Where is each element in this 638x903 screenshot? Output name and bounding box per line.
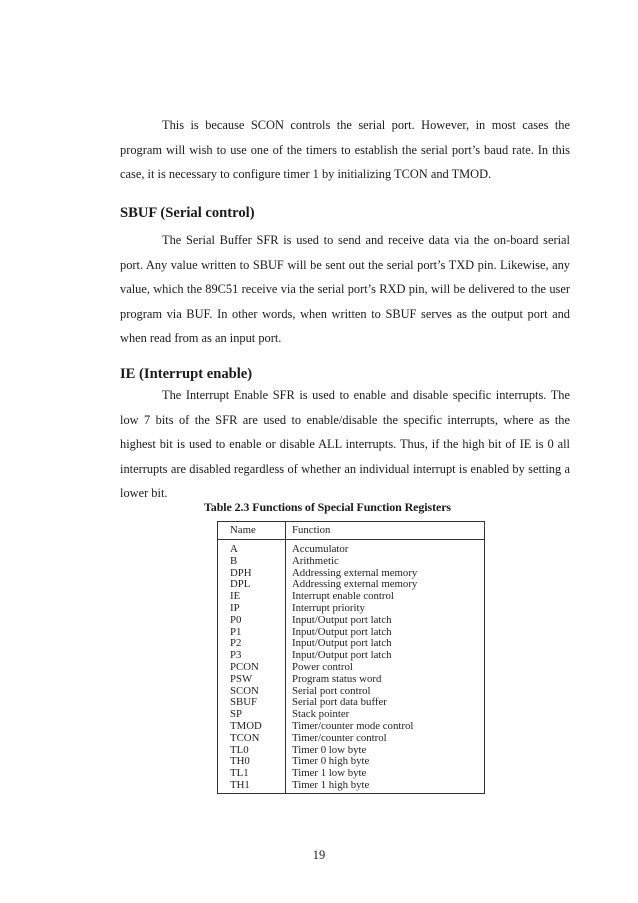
register-function: Input/Output port latch: [292, 649, 392, 662]
register-function: Interrupt priority: [292, 601, 365, 614]
register-function: Timer/counter control: [292, 731, 387, 744]
register-name: P1: [230, 625, 242, 638]
register-name: TCON: [230, 731, 260, 744]
register-name: B: [230, 554, 238, 567]
intro-paragraph: [120, 113, 570, 187]
ie-paragraph: [120, 383, 570, 506]
register-name: TL0: [230, 743, 249, 756]
register-name: P2: [230, 637, 242, 650]
register-name: PCON: [230, 660, 259, 673]
register-function: Input/Output port latch: [292, 613, 392, 626]
table-row: [218, 697, 484, 709]
table-row: [218, 674, 484, 686]
register-name: TL1: [230, 767, 249, 780]
register-name: SCON: [230, 684, 259, 697]
sbuf-line: any value, which the 89C51 receive via the serial port’s RXD pin, will be delivered to: [120, 257, 570, 297]
ie-heading: IE (Interrupt enable): [120, 366, 253, 382]
ie-line: all interrupts are disabled regardless of whether an individual interrupt is enabled by: [120, 437, 570, 476]
register-function: Accumulator: [292, 543, 349, 555]
register-function: Timer 1 low byte: [292, 767, 367, 780]
header-name: Name: [230, 524, 256, 536]
intro-line: program will wish to use one of the timers to establish the serial port’s baud rate. In: [120, 142, 549, 157]
sbuf-heading: SBUF (Serial control): [120, 205, 255, 221]
header-function: Function: [292, 524, 331, 536]
table-row: [218, 662, 484, 674]
table-caption: Table 2.3 Functions of Special Function Registers: [204, 500, 452, 514]
table-row: [218, 733, 484, 745]
sfr-table: [217, 521, 485, 794]
register-function: Serial port data buffer: [292, 696, 387, 709]
table-body: [218, 544, 484, 792]
ie-line: setting a lower bit.: [120, 461, 570, 501]
intro-line: This is because SCON controls the serial port. However, in most cases the: [162, 118, 570, 132]
register-name: TH0: [230, 755, 250, 768]
register-function: Power control: [292, 660, 353, 673]
register-name: SBUF: [230, 696, 258, 709]
table-header: [218, 522, 484, 540]
register-function: Addressing external memory: [292, 578, 418, 591]
register-function: Program status word: [292, 672, 382, 685]
sbuf-line: the user program via BUF. In other words, when written to SBUF serves as the output: [120, 282, 570, 321]
register-name: A: [230, 543, 238, 555]
register-function: Timer 0 high byte: [292, 755, 370, 768]
register-function: Addressing external memory: [292, 566, 418, 579]
sbuf-line: The Serial Buffer SFR is used to send and receive data via the on-board serial: [162, 233, 570, 247]
register-function: Timer 0 low byte: [292, 743, 367, 756]
table-row: [218, 721, 484, 733]
page-number: 19: [312, 848, 326, 862]
register-function: Stack pointer: [292, 708, 350, 721]
sbuf-line: port. Any value written to SBUF will be sent out the serial port’s TXD pin. Likewise,: [120, 257, 549, 272]
register-function: Serial port control: [292, 684, 371, 697]
register-name: DPL: [230, 578, 251, 591]
table-row: [218, 780, 484, 792]
ie-line: highest bit is used to enable or disable ALL interrupts. Thus, if the high bit of IE is 0: [120, 437, 554, 452]
register-name: IE: [230, 590, 241, 603]
register-name: TMOD: [230, 719, 262, 732]
sbuf-line: port and when read from as an input port.: [120, 306, 570, 346]
sbuf-paragraph: [120, 228, 570, 351]
register-name: P0: [230, 613, 242, 626]
register-function: Interrupt enable control: [292, 590, 394, 603]
ie-line: low 7 bits of the SFR are used to enable/disable the specific interrupts, where as the: [120, 412, 570, 427]
register-name: TH1: [230, 778, 250, 791]
table-row: [218, 544, 484, 556]
register-name: SP: [230, 708, 243, 721]
table-row: [218, 556, 484, 568]
ie-line: The Interrupt Enable SFR is used to enable and disable specific interrupts. The: [162, 388, 570, 402]
register-function: Input/Output port latch: [292, 637, 392, 650]
register-name: DPH: [230, 566, 252, 579]
register-name: PSW: [230, 672, 253, 685]
table-row: [218, 603, 484, 615]
register-function: Timer/counter mode control: [292, 719, 414, 732]
register-name: P3: [230, 649, 242, 662]
register-function: Timer 1 high byte: [292, 778, 370, 791]
intro-line: this case, it is necessary to configure timer 1 by initializing TCON and TMOD.: [120, 142, 570, 182]
register-function: Input/Output port latch: [292, 625, 392, 638]
register-function: Arithmetic: [292, 554, 339, 567]
table-row: [218, 615, 484, 627]
register-name: IP: [230, 601, 240, 614]
